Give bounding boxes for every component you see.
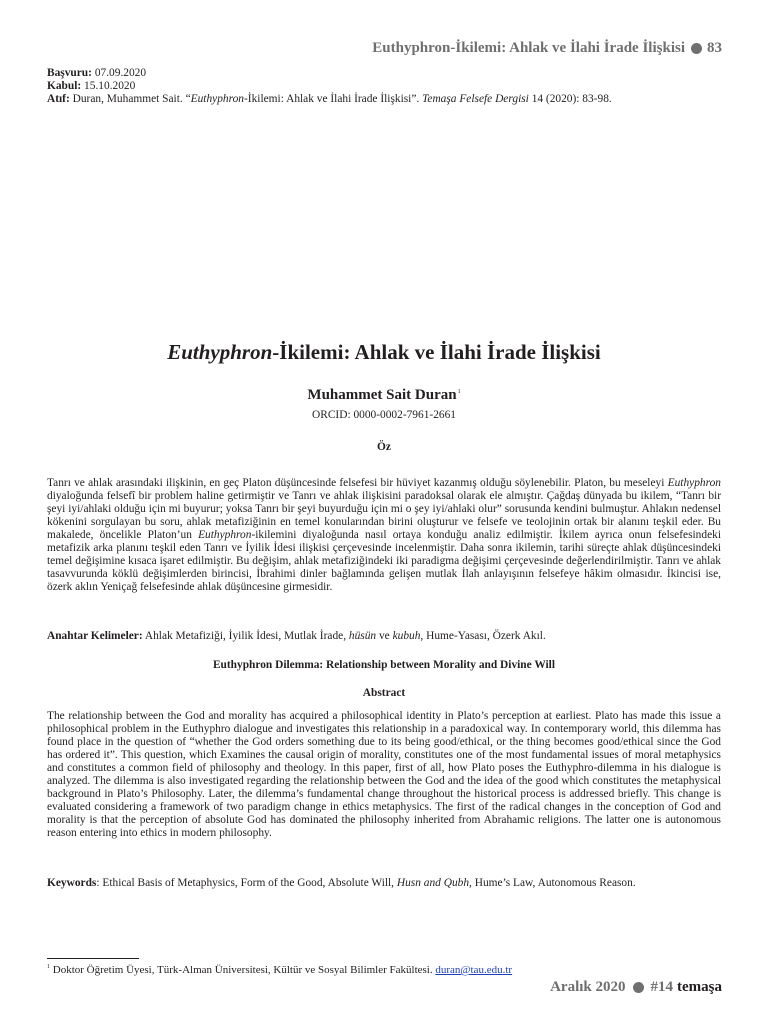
footnote-marker: 1 (47, 964, 50, 970)
journal-brand: temaşa (677, 979, 722, 995)
keywords-italic: kubuh (392, 630, 421, 642)
article-title (0, 340, 768, 365)
submitted-line (47, 67, 612, 80)
page-footer (550, 979, 722, 996)
oz-italic: Euthyphron (198, 529, 252, 542)
author-email-link[interactable]: duran@tau.edu.tr (435, 964, 513, 976)
author-text: Muhammet Sait Duran (307, 387, 457, 403)
oz-abstract (47, 477, 721, 594)
keywords-italic: Husn and Qubh (396, 877, 470, 889)
keywords-text: Ahlak Metafiziği, İyilik İdesi, Mutlak İrade, (142, 630, 349, 642)
submitted-label: Başvuru: (47, 67, 92, 79)
page-number: 83 (707, 40, 722, 56)
running-header (372, 40, 722, 57)
author-orcid: ORCID: 0000-0002-7961-2661 (312, 409, 456, 421)
issue-date: Aralık 2020 (550, 979, 626, 995)
footnote (47, 964, 512, 976)
article-metadata (47, 67, 612, 107)
english-title: Euthyphron Dilemma: Relationship between Morality and Divine Will (212, 659, 556, 671)
turkish-keywords (47, 630, 721, 643)
english-keywords (47, 877, 721, 890)
bullet-dot-icon (633, 982, 644, 993)
author-footnote-marker: 1 (457, 389, 461, 395)
keywords-label-tr: Anahtar Kelimeler: (47, 630, 143, 642)
keywords-italic: hüsün (348, 630, 377, 642)
keywords-text: , Hume’s Law, Autonomous Reason. (469, 877, 636, 889)
citation-text: 14 (2020): 83-98. (528, 93, 612, 106)
citation-italic-title: Euthyphron (190, 93, 245, 106)
abstract-heading: Abstract (362, 687, 406, 699)
footnote-text: Doktor Öğretim Üyesi, Türk-Alman Üniversitesi, Kültür ve Sosyal Bilimler Fakültesi. (50, 964, 436, 976)
oz-text: -ikilemini diyaloğunda nasıl ortaya konduğu analiz edilmiştir. İkilem ayrıca onun felsefesindeki metafizik arka planını teşkil eden Tanrı ve İyilik İdesi ilişkisi çerçevesinde incelenmiştir. Daha sonra ikilemin, tarihi süreçte ahlak düşüncesindeki temel değişimine kısaca işaret edilmiştir. Bu değişim, ahlak metafiziğindeki iki paradigma değişimi çerçevesinde değerlendirilmiştir. Tanrı ve ahlak tasavvurunda köklü değişimlerden birincisi, İbrahimi dinler bağlamında gelişen mutlak İlah anlayışının felsefeye hâkim olmasıdır. İkincisi ise, özerk aklın Yeniçağ felsefesinde ahlak düşüncesine girmesidir. (47, 529, 721, 594)
oz-text: diyaloğunda felsefî bir problem haline getirmiştir ve Tanrı ve ahlak ilişkisini paradoksal olarak ele almıştır. Çağdaş dünyada bu ikilem, “Tanrı bir şeyi iyi/ahlaki olduğu için mi buyurur; yoksa Tanrı bir şeyi buyurduğu için mi o şey iyi/ahlaki olur” sorusunda kendini bulmuştur. Ahlakın nedensel kökenini sorgulayan bu soru, ahlak metafiziğinin en temel konularından birini oluşturur ve felsefe ve teolojinin ortak bir alanını teşkil eder. Bu makalede, öncelikle Platon’un (47, 490, 721, 542)
oz-italic: Euthyphron (667, 477, 721, 489)
title-italic-part: Euthyphron (167, 340, 273, 364)
accepted-date: 15.10.2020 (84, 80, 136, 93)
citation-label: Atıf: (47, 93, 70, 106)
bullet-dot-icon (691, 43, 702, 54)
issue-number: #14 (650, 979, 673, 995)
citation-text: Duran, Muhammet Sait. “ (72, 93, 191, 106)
citation-line (47, 93, 612, 106)
citation-text: -İkilemi: Ahlak ve İlahi İrade İlişkisi”. (244, 93, 423, 106)
oz-text: Tanrı ve ahlak arasındaki ilişkinin, en geç Platon düşüncesinde felsefesi bir hüviyet kazanmış olduğu söylenebilir. Platon, bu meseleyi (47, 477, 668, 489)
accepted-label: Kabul: (47, 80, 82, 93)
accepted-line (47, 80, 612, 93)
keywords-text: ve (376, 630, 393, 642)
footnote-divider (47, 958, 139, 959)
author-name (0, 387, 768, 404)
keywords-text: : Ethical Basis of Metaphysics, Form of the Good, Absolute Will, (96, 877, 397, 889)
citation-journal: Temaşa Felsefe Dergisi (422, 93, 529, 106)
running-title: Euthyphron-İkilemi: Ahlak ve İlahi İrade İlişkisi (372, 40, 685, 56)
keywords-label-en: Keywords (47, 877, 97, 889)
submitted-date: 07.09.2020 (94, 67, 147, 79)
title-rest: -İkilemi: Ahlak ve İlahi İrade İlişkisi (272, 340, 601, 364)
english-abstract: The relationship between the God and morality has acquired a philosophical identity in Plato’s perception at earliest. Plato has made this issue a philosophical problem in the Euthyphro dialogue and investigates this relationship in a paradoxical way. In contemporary world, this dilemma has found place in the question of “whether the God orders something due to its being good/ethical, or the thing becomes good/ethical since the God has ordered it”. This question, which Examines the causal origin of morality, constitutes one of the most fundamental issues of moral metaphysics and constitutes a common field of philosophy and theology. In this paper, first of all, how Plato poses the Euthyphro-dilemma in his dialogue is analyzed. The dilemma is also investigated regarding the relationship between the God and the idea of the good which constitutes the metaphysical background in Plato’s Philosophy. Later, the dilemma’s fundamental change throughout the historical process is addressed briefly. This change is evaluated considering a framework of two paradigm change in ethics metaphysics. The first of the radical changes in the conception of God and morality is that the perception of absolute God has dominated the philosophy inherited from Abrahamic religions. The latter one is autonomous reason entering into ethics in modern philosophy. (47, 710, 721, 840)
keywords-text: , Hume-Yasası, Özerk Akıl. (420, 630, 546, 642)
oz-heading: Öz (377, 441, 391, 453)
